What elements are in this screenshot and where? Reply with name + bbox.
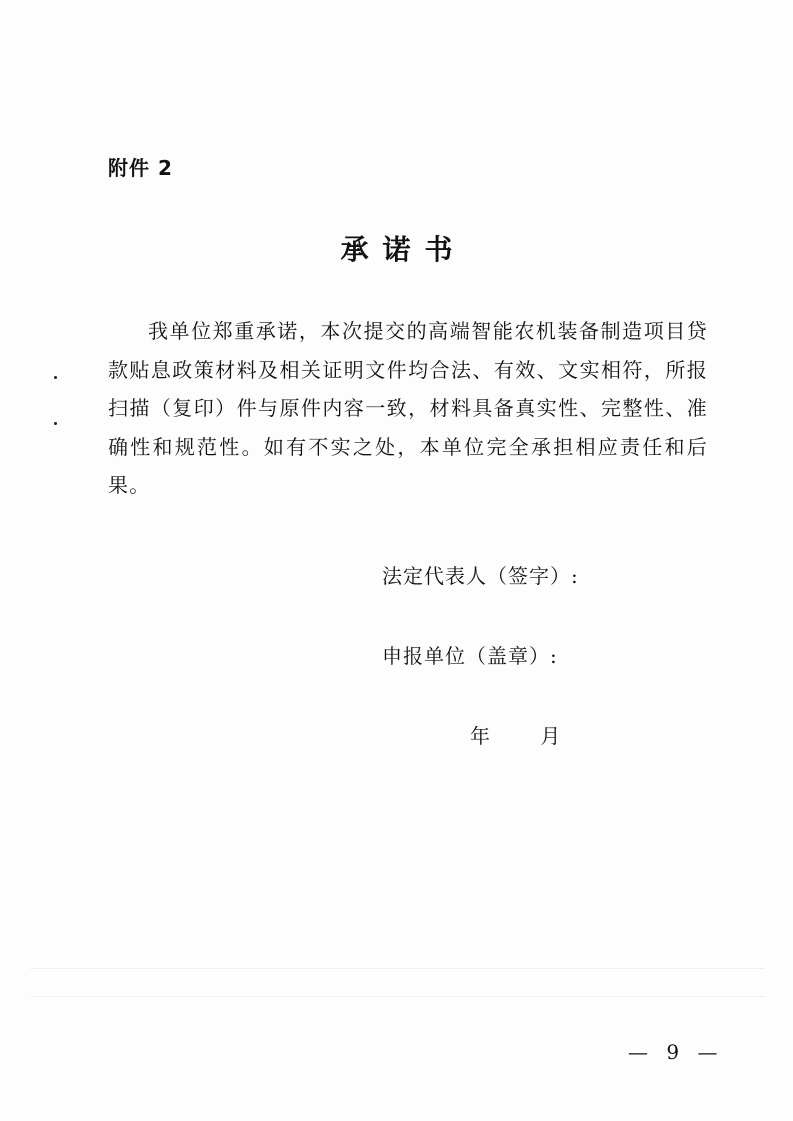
margin-mark [54, 376, 57, 379]
date-year-label: 年 [470, 724, 490, 748]
margin-mark [54, 422, 57, 425]
scan-artifact-line [30, 996, 765, 997]
legal-representative-signature-line: 法定代表人（签字）: [382, 564, 579, 588]
date-line [470, 720, 560, 749]
document-title: 承诺书 [340, 233, 467, 266]
scan-artifact-line [30, 968, 765, 969]
attachment-label: 附件 2 [108, 156, 173, 180]
applicant-unit-seal-line: 申报单位（盖章）: [382, 644, 558, 668]
commitment-paragraph: 我单位郑重承诺，本次提交的高端智能农机装备制造项目贷款贴息政策材料及相关证明文件均合法、有效、文实相符，所报扫描（复印）件与原件内容一致，材料具备真实性、完整性、准确性和规范性。如有不实之处，本单位完全承担相应责任和后果。 [108, 319, 708, 497]
page-number: — 9 — [628, 1040, 724, 1064]
date-month-label: 月 [540, 724, 561, 748]
